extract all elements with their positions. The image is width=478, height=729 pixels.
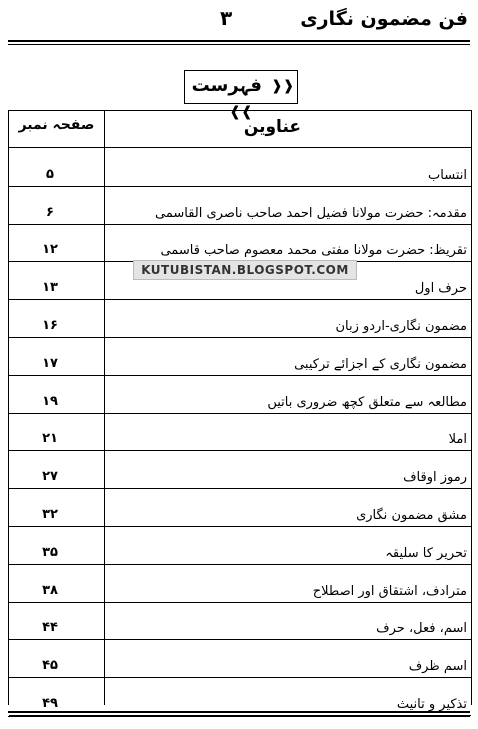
toc-entry-title: املا: [448, 432, 467, 448]
toc-entry-page: ۳۸: [42, 582, 58, 598]
toc-entry-page: ۱۶: [42, 317, 58, 333]
toc-title-box: [184, 70, 298, 120]
toc-table: [8, 110, 472, 712]
toc-row: [9, 602, 471, 641]
toc-row: [9, 488, 471, 527]
toc-entry-title: مترادف، اشتقاق اور اصطلاح: [312, 583, 467, 599]
toc-row: [9, 148, 471, 187]
toc-entry-page: ۱۹: [42, 393, 58, 409]
toc-entry-page: ۳۲: [42, 506, 58, 522]
toc-entry-page: ۵: [46, 166, 54, 182]
toc-entry-title: مقدمہ: حضرت مولانا فضیل احمد صاحب ناصری القاسمی: [154, 205, 467, 221]
toc-entry-title: رموز اوقاف: [403, 470, 467, 486]
toc-entry-page: ۲۷: [42, 469, 58, 485]
footer-rule: [8, 711, 470, 713]
column-header-page: صفحہ نمبر: [18, 117, 95, 133]
toc-row: [9, 299, 471, 338]
toc-row: [9, 375, 471, 414]
toc-entry-title: تحریر کا سلیقہ: [385, 545, 467, 561]
toc-entry-title: مشق مضمون نگاری: [356, 507, 467, 523]
page-number: ۳: [220, 6, 233, 30]
column-header-titles: عناوین: [243, 117, 301, 137]
toc-row: [9, 186, 471, 225]
toc-entry-title: تذکیر و تانیث: [396, 696, 467, 712]
toc-row: [9, 337, 471, 376]
header-rule-thin: [8, 44, 470, 45]
book-title: فن مضمون نگاری: [300, 8, 468, 30]
toc-entry-title: مطالعہ سے متعلق کچھ ضروری باتیں: [267, 394, 467, 410]
toc-entry-page: ۳۵: [42, 544, 58, 560]
footer-rule-thin: [8, 716, 470, 717]
toc-row: [9, 450, 471, 489]
toc-entry-page: ۱۷: [42, 355, 58, 371]
toc-title: فہرست: [191, 75, 262, 96]
toc-entry-page: ۴۴: [42, 620, 58, 636]
toc-entry-title: اسم، فعل، حرف: [376, 621, 467, 637]
toc-entry-page: ۴۵: [42, 658, 58, 674]
toc-entry-title: مضمون نگاری کے اجزائے ترکیبی: [294, 356, 467, 372]
header-rule: [8, 40, 470, 42]
toc-entry-page: ۲۱: [42, 431, 58, 447]
page-header: [10, 4, 470, 38]
toc-row: [9, 526, 471, 565]
toc-row: [9, 564, 471, 603]
toc-entry-page: ۱۳: [42, 280, 58, 296]
toc-entry-page: ۶: [46, 204, 54, 220]
toc-entry-page: ۴۹: [42, 695, 58, 711]
toc-row: [9, 413, 471, 452]
toc-header-row: [9, 111, 471, 148]
toc-entry-title: حرف اول: [414, 281, 467, 297]
ornament-right-icon: ❰❰: [270, 78, 295, 94]
toc-entry-page: ۱۲: [42, 242, 58, 258]
ornament-left-icon: ❱❱: [229, 103, 253, 120]
toc-entry-title: انتساب: [428, 167, 467, 183]
watermark: KUTUBISTAN.BLOGSPOT.COM: [133, 260, 357, 280]
toc-row: [9, 639, 471, 678]
toc-entry-title: مضمون نگاری-اردو زبان: [335, 318, 467, 334]
toc-row: [9, 224, 471, 263]
toc-entry-title: اسم ظرف: [408, 659, 467, 675]
toc-entry-title: تقریظ: حضرت مولانا مفتی محمد معصوم صاحب قاسمی: [160, 243, 467, 259]
